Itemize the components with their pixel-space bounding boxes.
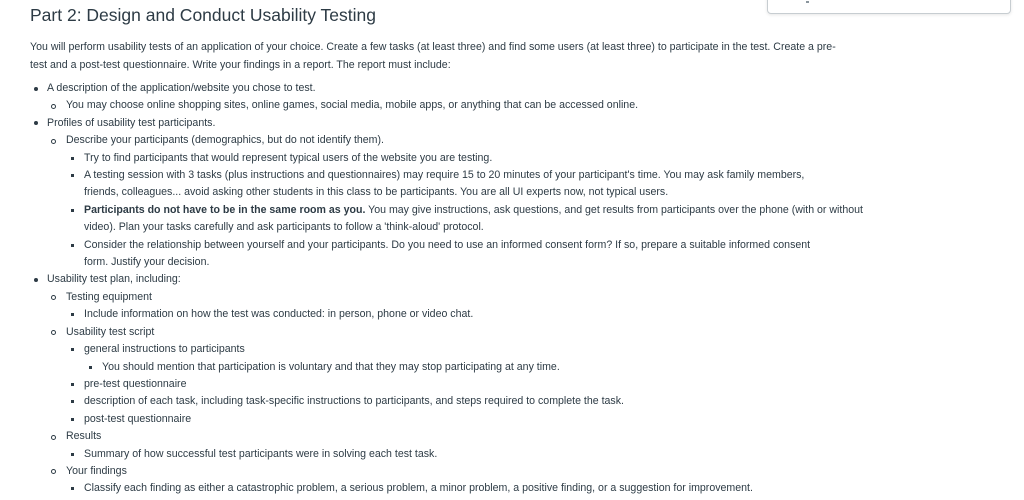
list-item-text: A description of the application/website you chose to test.: [47, 82, 316, 94]
report-requirements-list: [30, 80, 930, 498]
list-item-text: You may give instructions, ask questions, and get results from participants over the phone (with or without video). Plan your tasks carefully and ask participants to follow a 'think-aloud' protocol.: [84, 203, 863, 234]
sub-list: [66, 480, 930, 497]
list-item: [66, 341, 930, 376]
panel-mark: [806, 1, 809, 3]
list-item-text: Classify each finding as either a catastrophic problem, a serious problem, a minor problem, a positive finding, or a suggestion for improvement.: [84, 482, 753, 495]
list-item-text: You may choose online shopping sites, online games, social media, mobile apps, or anything that can be accessed online.: [66, 99, 639, 112]
list-item: [66, 150, 930, 167]
list-item: [30, 115, 930, 272]
list-item: [47, 428, 930, 463]
list-item: [30, 271, 930, 497]
list-item: [66, 446, 930, 463]
list-item: [47, 97, 930, 114]
list-item: [66, 202, 874, 237]
assignment-content: [30, 4, 930, 498]
list-item-text: Consider the relationship between yourself and your participants. Do you need to use an informed consent form? If so, prepare a suitable informed consent form. Justify your decision.: [84, 238, 811, 269]
list-item: [66, 306, 930, 323]
list-item-text: Describe your participants (demographics, but do not identify them).: [66, 134, 384, 147]
list-item: [84, 359, 930, 376]
list-item: [66, 480, 930, 497]
sub-list: [66, 341, 930, 428]
list-item-text: post-test questionnaire: [84, 412, 192, 425]
list-item-text: Your findings: [66, 464, 127, 477]
sub-list: [66, 446, 930, 463]
list-item: [66, 237, 819, 272]
list-item-text: A testing session with 3 tasks (plus instructions and questionnaires) may require 15 to 20 minutes of your participant's time. You may ask family members, friends, colleagues... avoid asking other students in this class to be participants. You are all UI experts now, not typical users.: [84, 169, 805, 199]
list-item-text: Usability test plan, including:: [47, 273, 181, 286]
list-item-text: Profiles of usability test participants.: [47, 116, 216, 129]
sub-list: [47, 97, 930, 114]
list-item-text: Usability test script: [66, 325, 155, 338]
list-item: [47, 132, 930, 271]
list-item: [66, 411, 930, 428]
list-item: [66, 167, 819, 202]
sub-list: [47, 132, 930, 271]
sub-list: [47, 289, 930, 498]
sub-list: [84, 359, 930, 376]
list-item-text: Include information on how the test was conducted: in person, phone or video chat.: [84, 308, 474, 321]
list-item-text: Results: [66, 430, 102, 443]
sub-list: [66, 306, 930, 323]
intro-paragraph: You will perform usability tests of an application of your choice. Create a few tasks (at least three) and find some users (at least three) to participate in the test. Create a pre-test and a post-test questionnaire. Write your findings in a report. The report must include:: [30, 41, 836, 71]
list-item: [66, 393, 930, 410]
emphasis-text: Participants do not have to be in the same room as you.: [84, 203, 366, 216]
list-item-text: Testing equipment: [66, 290, 152, 303]
list-item-text: Summary of how successful test participants were in solving each test task.: [84, 447, 438, 460]
list-item: [47, 324, 930, 428]
list-item: [47, 289, 930, 324]
list-item: [66, 376, 930, 393]
list-item-text: general instructions to participants: [84, 343, 245, 356]
list-item: [47, 463, 930, 498]
sub-list: [66, 150, 930, 272]
list-item-text: pre-test questionnaire: [84, 377, 187, 390]
list-item-text: description of each task, including task-specific instructions to participants, and steps required to complete the task.: [84, 395, 624, 408]
list-item-text: Try to find participants that would represent typical users of the website you are testing.: [84, 151, 493, 164]
list-item-text: You should mention that participation is voluntary and that they may stop participating at any time.: [102, 360, 560, 373]
page-title: Part 2: Design and Conduct Usability Testing: [30, 5, 376, 25]
list-item: [30, 80, 930, 115]
